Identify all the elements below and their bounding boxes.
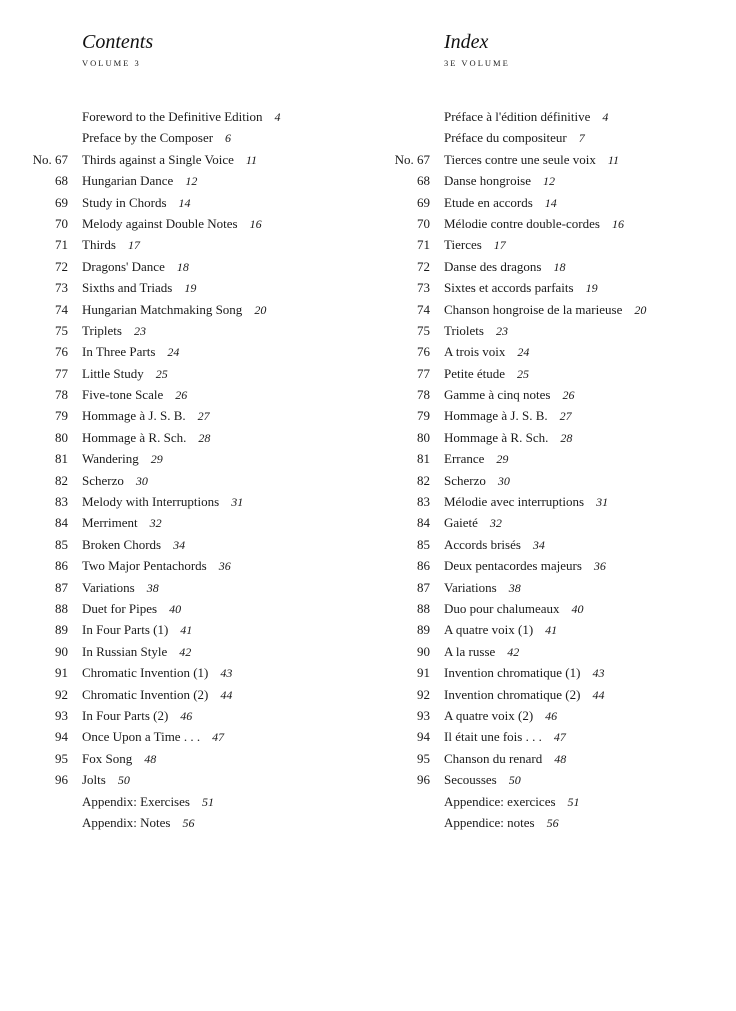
entry-number: 80 [55,429,68,445]
entry-title: Foreword to the Definitive Edition [82,109,263,124]
entry-number: 95 [417,750,430,766]
entry-number: 72 [417,258,430,274]
entry-page-number: 50 [117,773,130,788]
entry-title: Merriment [82,515,138,531]
entry-number: 81 [417,451,430,467]
entry-number: 76 [417,344,430,360]
toc-entry [362,320,702,341]
entry-page-number: 48 [144,751,157,766]
entry-number: 87 [417,579,430,595]
entry-page-number: 56 [546,815,559,830]
entry-number: 88 [417,600,430,616]
toc-entry [0,534,340,555]
entry-number: 83 [55,494,68,510]
entry-number: 93 [55,707,68,723]
entry-title: Hungarian Dance [82,173,174,189]
entry-number: 95 [55,750,68,766]
toc-entry [0,512,340,533]
entry-number: 69 [55,194,68,210]
entry-number: 73 [55,280,68,296]
entry-page-number: 48 [554,751,567,766]
entry-title: A quatre voix (2) [444,707,534,723]
entry-title: Invention chromatique (2) [444,686,581,702]
entry-page-number: 36 [218,559,231,574]
toc-entry [362,619,702,640]
entry-number: 85 [55,536,68,552]
toc-entry [0,491,340,512]
toc-entry [362,512,702,533]
entry-page-number: 19 [184,281,197,296]
entry-number: 96 [417,772,430,788]
entry-title: Melody against Double Notes [82,215,238,231]
entry-page-number: 18 [553,259,566,274]
entry-title: Variations [82,579,135,595]
entry-title: Hommage à R. Sch. [444,429,549,445]
entry-page-number: 56 [182,815,195,830]
entry-number: 82 [417,472,430,488]
entry-page-number: 44 [592,687,605,702]
entry-page-number: 27 [197,409,210,424]
entry-title: Tierces [444,237,482,253]
entry-page-number: 26 [175,388,188,403]
toc-entry [0,555,340,576]
entry-page-number: 36 [593,559,606,574]
entry-title: Préface du compositeur [444,130,567,146]
toc-entry [0,427,340,448]
index-volume-label: 3E VOLUME [444,58,510,68]
entry-title: Etude en accords [444,194,533,210]
entry-page-number: 30 [135,473,148,488]
entry-page-number: 31 [231,495,244,510]
toc-entry [0,577,340,598]
entry-page-number: 25 [155,366,168,381]
entry-page-number: 46 [545,708,558,723]
toc-entry [362,491,702,512]
entry-number: 96 [55,772,68,788]
toc-entry [362,256,702,277]
toc-entry [0,213,340,234]
index-column [362,30,702,833]
entry-page-number: 42 [507,644,520,659]
entry-page-number: 44 [220,687,233,702]
entry-title: Duet for Pipes [82,600,158,616]
entry-number: 75 [417,322,430,338]
entry-number: 78 [55,387,68,403]
entry-page-number: 4 [602,110,609,124]
entry-page-number: 27 [559,409,572,424]
entry-page-number: 30 [497,473,510,488]
entry-title: Triolets [444,322,484,338]
entry-page-number: 19 [585,281,598,296]
entry-title: In Russian Style [82,643,168,659]
entry-page-number: 41 [545,623,558,638]
toc-entry [0,641,340,662]
toc-entry [0,598,340,619]
entry-page-number: 18 [176,259,189,274]
entry-number: 80 [417,429,430,445]
entry-number: 73 [417,280,430,296]
entry-title: Dragons' Dance [82,258,165,274]
entry-number: 74 [55,301,68,317]
entry-title: Secousses [444,772,497,788]
entry-page-number: 32 [149,516,162,531]
entry-number: 84 [417,515,430,531]
entry-number: 68 [55,173,68,189]
toc-entry [0,684,340,705]
entry-title: Sixtes et accords parfaits [444,280,574,296]
toc-entry [0,106,340,127]
entry-title: Broken Chords [82,536,162,552]
toc-entry [362,127,702,148]
toc-entry [0,448,340,469]
entry-page-number: 11 [245,152,257,167]
toc-entry [362,448,702,469]
contents-column [0,30,340,833]
toc-entry [362,192,702,213]
entry-page-number: 34 [532,537,545,552]
toc-entry [362,213,702,234]
entry-number: 84 [55,515,68,531]
entry-title: Préface à l'édition définitive [444,109,591,124]
entry-number: 69 [417,194,430,210]
entry-page-number: 16 [611,216,624,231]
entry-page-number: 40 [169,601,182,616]
toc-entry [0,405,340,426]
entry-number: 86 [417,558,430,574]
toc-entry [0,726,340,747]
entry-number: 94 [417,729,430,745]
entry-page-number: 43 [592,666,605,681]
entry-page-number: 34 [173,537,186,552]
toc-entry [0,170,340,191]
entry-number: 76 [55,344,68,360]
entry-title: Danse des dragons [444,258,542,274]
entry-page-number: 29 [496,452,509,467]
entry-page-number: 47 [212,730,225,745]
entry-page-number: 28 [560,430,573,445]
entry-page-number: 50 [508,773,521,788]
entry-title: Jolts [82,772,106,788]
toc-entry [0,748,340,769]
entry-number: 91 [55,665,68,681]
contents-heading: Contents [82,31,154,53]
entry-number: 83 [417,494,430,510]
entry-title: A trois voix [444,344,506,360]
entry-title: Chromatic Invention (1) [82,665,209,681]
entry-title: A la russe [444,643,496,659]
entry-title: Accords brisés [444,536,521,552]
entry-page-number: 20 [634,302,647,317]
entry-title: Chanson du renard [444,750,543,766]
toc-entry [362,405,702,426]
toc-entry [0,662,340,683]
entry-page-number: 24 [167,345,180,360]
entry-title: Scherzo [82,472,124,488]
entry-title: Chromatic Invention (2) [82,686,209,702]
entry-title: A quatre voix (1) [444,622,534,638]
entry-number: 87 [55,579,68,595]
entry-title: In Three Parts [82,344,156,360]
entry-page-number: 38 [146,580,159,595]
entry-number: 90 [55,643,68,659]
entry-number: 82 [55,472,68,488]
toc-entry [362,555,702,576]
index-list [362,106,702,833]
entry-number: 79 [417,408,430,424]
entry-title: Chanson hongroise de la marieuse [444,301,623,317]
entry-page-number: 17 [493,238,506,253]
entry-title: Gamme à cinq notes [444,387,551,403]
entry-page-number: 42 [179,644,192,659]
entry-number: 77 [55,365,68,381]
entry-title: Thirds [82,237,116,253]
entry-number: 90 [417,643,430,659]
entry-number: 74 [417,301,430,317]
entry-title: Once Upon a Time . . . [82,729,201,745]
toc-entry [0,127,340,148]
toc-entry [0,234,340,255]
toc-entry [0,149,340,170]
entry-page-number: 23 [133,323,146,338]
entry-title: Hommage à R. Sch. [82,429,187,445]
entry-number: 86 [55,558,68,574]
entry-title: Five-tone Scale [82,387,164,403]
toc-entry [0,705,340,726]
toc-entry [362,769,702,790]
entry-page-number: 41 [180,623,193,638]
entry-number: 88 [55,600,68,616]
entry-title: In Four Parts (2) [82,707,169,723]
entry-number: 71 [55,237,68,253]
entry-page-number: 23 [495,323,508,338]
toc-entry [362,684,702,705]
entry-title: Sixths and Triads [82,280,173,296]
entry-title: Hommage à J. S. B. [82,408,186,424]
entry-page-number: 28 [198,430,211,445]
entry-page-number: 7 [578,131,585,146]
entry-title: Little Study [82,365,144,381]
entry-title: Appendice: exercices [444,793,556,809]
toc-entry [362,662,702,683]
entry-page-number: 14 [178,195,191,210]
entry-number: No. 67 [394,151,430,167]
toc-entry [0,812,340,833]
toc-entry [0,470,340,491]
entry-page-number: 40 [571,601,584,616]
entry-title: Gaieté [444,515,478,531]
entry-number: 92 [417,686,430,702]
toc-entry [362,384,702,405]
entry-page-number: 11 [607,152,619,167]
entry-number: 94 [55,729,68,745]
entry-title: Appendix: Exercises [82,793,190,809]
entry-title: Appendice: notes [444,814,535,830]
toc-entry [0,619,340,640]
toc-entry [0,192,340,213]
entry-number: 89 [55,622,68,638]
toc-entry [362,641,702,662]
entry-title: Preface by the Composer [82,130,214,146]
entry-page-number: 25 [517,366,530,381]
entry-number: 79 [55,408,68,424]
entry-number: 91 [417,665,430,681]
entry-title: Scherzo [444,472,486,488]
toc-entry [362,791,702,812]
toc-entry [0,384,340,405]
entry-number: 92 [55,686,68,702]
toc-entry [362,106,702,127]
toc-entry [0,769,340,790]
entry-page-number: 26 [562,388,575,403]
toc-entry [0,320,340,341]
entry-title: Variations [444,579,497,595]
toc-entry [362,299,702,320]
entry-title: Wandering [82,451,139,467]
entry-number: 78 [417,387,430,403]
entry-page-number: 12 [543,174,556,189]
entry-page-number: 43 [220,666,233,681]
entry-title: Thirds against a Single Voice [82,151,234,167]
entry-number: 72 [55,258,68,274]
entry-page-number: 29 [150,452,163,467]
entry-title: Deux pentacordes majeurs [444,558,582,574]
entry-page-number: 51 [201,794,214,809]
toc-entry [0,791,340,812]
entry-number: No. 67 [32,151,68,167]
entry-title: Appendix: Notes [82,814,171,830]
entry-page-number: 12 [185,174,198,189]
entry-title: Hommage à J. S. B. [444,408,548,424]
entry-page-number: 46 [180,708,193,723]
entry-title: Triplets [82,322,122,338]
toc-entry [0,299,340,320]
entry-title: Danse hongroise [444,173,532,189]
toc-entry [0,363,340,384]
toc-entry [362,234,702,255]
entry-page-number: 31 [596,495,609,510]
entry-title: Petite étude [444,365,506,381]
toc-entry [362,170,702,191]
entry-title: Fox Song [82,750,133,766]
entry-title: Invention chromatique (1) [444,665,581,681]
entry-title: Errance [444,451,485,467]
entry-title: In Four Parts (1) [82,622,169,638]
entry-title: Il était une fois . . . [444,729,542,745]
entry-number: 85 [417,536,430,552]
toc-entry [362,748,702,769]
toc-entry [362,427,702,448]
entry-page-number: 4 [274,110,281,124]
contents-volume-label: VOLUME 3 [82,58,141,68]
entry-number: 89 [417,622,430,638]
entry-page-number: 24 [517,345,530,360]
entry-page-number: 32 [489,516,502,531]
entry-number: 70 [55,215,68,231]
toc-entry [362,149,702,170]
entry-number: 81 [55,451,68,467]
toc-entry [0,341,340,362]
entry-number: 70 [417,215,430,231]
toc-entry [362,577,702,598]
toc-entry [362,341,702,362]
index-heading: Index [444,31,489,53]
entry-title: Melody with Interruptions [82,494,220,510]
toc-entry [362,534,702,555]
entry-page-number: 51 [567,794,580,809]
toc-entry [362,812,702,833]
toc-entry [362,277,702,298]
entry-page-number: 16 [249,216,262,231]
entry-page-number: 38 [508,580,521,595]
entry-title: Mélodie contre double-cordes [444,215,600,231]
entry-page-number: 17 [127,238,140,253]
toc-entry [362,726,702,747]
entry-title: Two Major Pentachords [82,558,207,574]
entry-number: 68 [417,173,430,189]
toc-entry [0,277,340,298]
entry-number: 77 [417,365,430,381]
toc-entry [362,705,702,726]
contents-list [0,106,340,833]
entry-page-number: 14 [544,195,557,210]
entry-title: Duo pour chalumeaux [444,600,560,616]
entry-title: Tierces contre une seule voix [444,151,596,167]
entry-number: 71 [417,237,430,253]
entry-page-number: 47 [553,730,566,745]
entry-number: 93 [417,707,430,723]
toc-entry [362,363,702,384]
entry-title: Hungarian Matchmaking Song [82,301,243,317]
toc-entry [0,256,340,277]
toc-entry [362,470,702,491]
toc-entry [362,598,702,619]
entry-title: Mélodie avec interruptions [444,494,585,510]
entry-page-number: 20 [254,302,267,317]
entry-title: Study in Chords [82,194,167,210]
entry-number: 75 [55,322,68,338]
entry-page-number: 6 [225,131,232,146]
